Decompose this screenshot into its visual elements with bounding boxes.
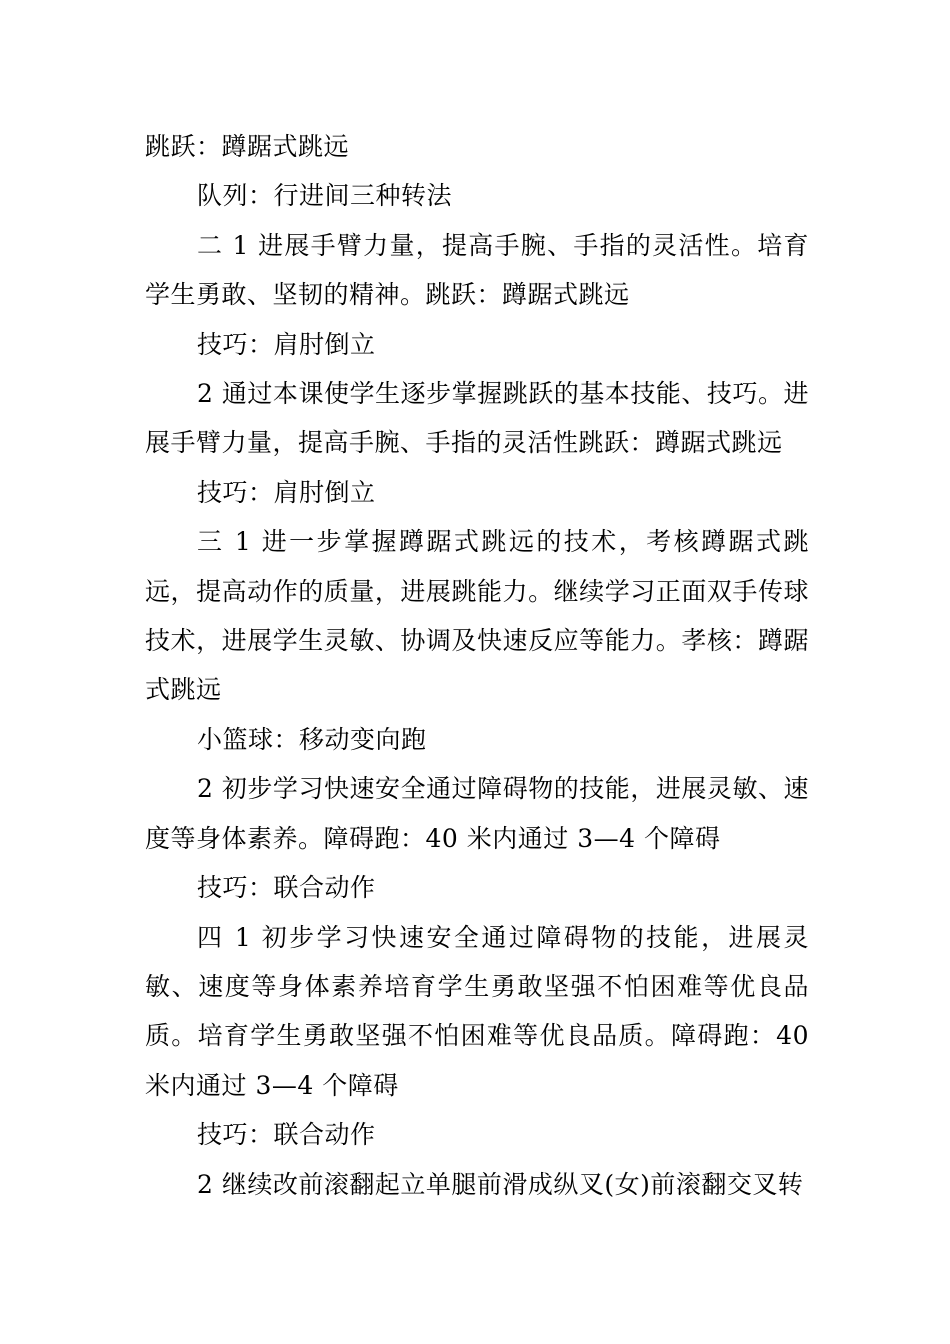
paragraph-11: 四 1 初步学习快速安全通过障碍物的技能，进展灵敏、速度等身体素养培育学生勇敢坚强不怕困难等优良品质。培育学生勇敢坚强不怕困难等优良品质。障碍跑：40 米内通过 3—4 个障碍 bbox=[145, 922, 809, 1100]
paragraph-5: 2 通过本课使学生逐步掌握跳跃的基本技能、技巧。进展手臂力量，提高手腕、手指的灵活性跳跃：蹲踞式跳远 bbox=[145, 379, 809, 458]
paragraph-2: 队列：行进间三种转法 bbox=[197, 181, 453, 211]
paragraph-9: 2 初步学习快速安全通过障碍物的技能，进展灵敏、速度等身体素养。障碍跑：40 米内通过 3—4 个障碍 bbox=[145, 774, 809, 853]
paragraph-10: 技巧：联合动作 bbox=[197, 873, 376, 903]
paragraph-4: 技巧：肩肘倒立 bbox=[197, 329, 376, 359]
paragraph-1: 跳跃：蹲踞式跳远 bbox=[145, 132, 350, 161]
paragraph-13: 2 继续改前滚翻起立单腿前滑成纵叉(女)前滚翻交叉转 bbox=[197, 1169, 804, 1199]
paragraph-8: 小篮球：移动变向跑 bbox=[197, 724, 427, 754]
document-body bbox=[145, 122, 809, 1209]
paragraph-3: 二 1 进展手臂力量，提高手腕、手指的灵活性。培育学生勇敢、坚韧的精神。跳跃：蹲踞式跳远 bbox=[145, 230, 809, 310]
paragraph-12: 技巧：联合动作 bbox=[197, 1120, 376, 1150]
paragraph-7: 三 1 进一步掌握蹲踞式跳远的技术，考核蹲踞式跳远，提高动作的质量，进展跳能力。继续学习正面双手传球技术，进展学生灵敏、协调及快速反应等能力。孝核：蹲踞式跳远 bbox=[145, 527, 809, 705]
paragraph-6: 技巧：肩肘倒立 bbox=[197, 477, 376, 507]
